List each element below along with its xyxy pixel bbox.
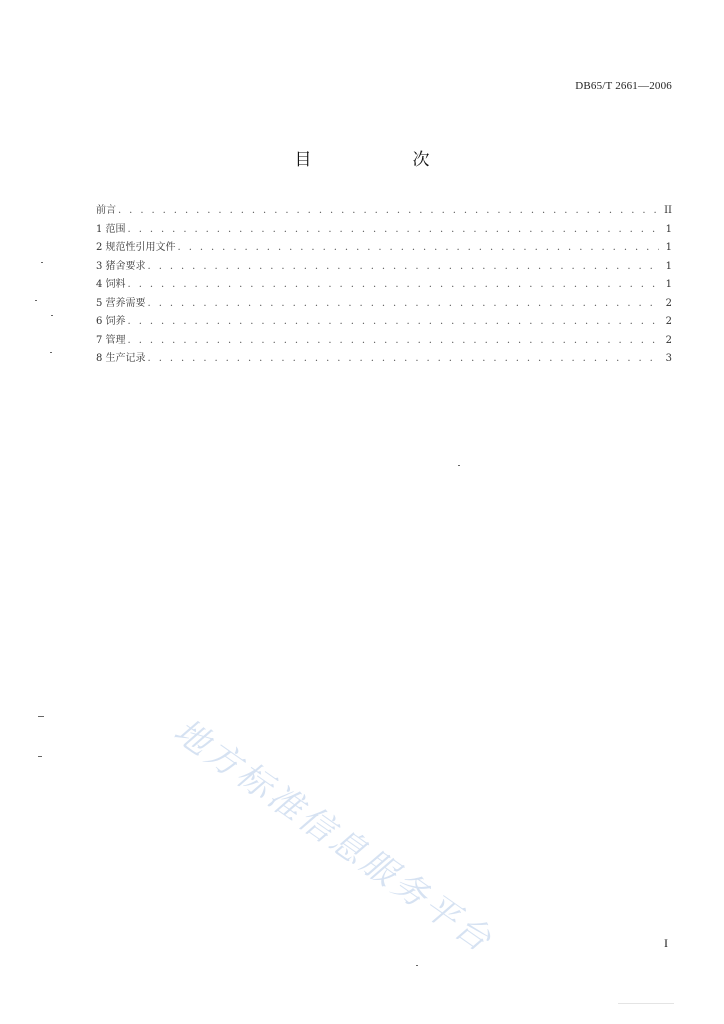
- toc-entry-scope[interactable]: [96, 221, 672, 240]
- toc-entry-label: 1 范围: [96, 223, 126, 235]
- toc-entry-nutrition[interactable]: [96, 295, 672, 314]
- toc-entry-label: 6 饲养: [96, 316, 126, 327]
- scan-speck: [416, 965, 418, 966]
- scan-speck: [35, 300, 37, 301]
- toc-entry-page: 1: [665, 279, 672, 290]
- toc-entry-label: 8 生产记录: [96, 353, 146, 364]
- scan-speck: [41, 262, 43, 263]
- toc-leader-dots: [128, 313, 659, 332]
- toc-entry-page: 1: [665, 242, 672, 253]
- scan-speck: [50, 352, 52, 353]
- toc-leader-dots: [148, 350, 659, 369]
- toc-entry-label: 3 猪舍要求: [96, 260, 146, 272]
- toc-leader-dots: [128, 221, 659, 240]
- toc-leader-dots: [128, 276, 659, 295]
- toc-entry-label: 2 规范性引用文件: [96, 242, 176, 253]
- toc-entry-page: 3: [665, 353, 672, 364]
- toc-leader-dots: [148, 258, 659, 277]
- toc-leader-dots: [148, 295, 659, 314]
- scan-speck: [618, 1003, 674, 1004]
- toc-leader-dots: [178, 239, 659, 258]
- watermark: 地方标准信息服务平台: [166, 710, 501, 962]
- scan-speck: [38, 756, 42, 757]
- toc-entry-page: 2: [665, 334, 672, 346]
- toc-entry-page: 1: [665, 260, 672, 272]
- toc-leader-dots: [118, 202, 659, 221]
- toc-entry-label: 前言: [96, 205, 116, 216]
- toc-entry-page: 2: [665, 297, 672, 309]
- scan-speck: [458, 465, 460, 466]
- toc-entry-label: 5 营养需要: [96, 297, 146, 309]
- toc-entry-label: 4 饲料: [96, 279, 126, 290]
- standard-code: DB65/T 2661—2006: [575, 80, 672, 92]
- scan-speck: [38, 716, 44, 717]
- toc-entry-page: II: [664, 205, 672, 216]
- toc-entry-feeding[interactable]: [96, 313, 672, 332]
- toc-entry-housing-requirements[interactable]: [96, 258, 672, 277]
- toc-title: 目 次: [294, 150, 472, 170]
- toc-entry-foreword[interactable]: [96, 202, 672, 221]
- toc-leader-dots: [128, 332, 659, 351]
- table-of-contents: [96, 202, 672, 369]
- toc-entry-feed[interactable]: [96, 276, 672, 295]
- toc-entry-label: 7 管理: [96, 334, 126, 346]
- toc-entry-page: 1: [665, 223, 672, 235]
- toc-entry-production-records[interactable]: [96, 350, 672, 369]
- toc-entry-management[interactable]: [96, 332, 672, 351]
- toc-entry-normative-references[interactable]: [96, 239, 672, 258]
- toc-entry-page: 2: [665, 316, 672, 327]
- page-number: I: [664, 936, 668, 950]
- scan-speck: [51, 315, 53, 316]
